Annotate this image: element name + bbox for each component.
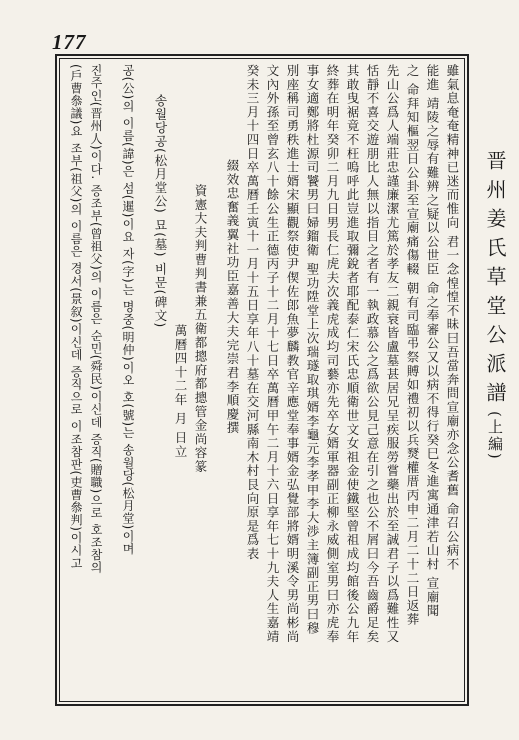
running-title bbox=[475, 150, 515, 461]
text-column: 能進 靖陵之辱有難辨之疑以公世臣 命之奉審公又以病不得行癸巳冬進寓通津若山村 宣廟聞 bbox=[425, 64, 440, 619]
running-title-text: 晋州姜氏草堂公派譜 bbox=[483, 150, 507, 411]
text-column: 先山公爲人端莊忠謹廉潔尤篤於孝友二親衰皆盧墓甚居兄呈疾服勞嘗藥出於至誠君子以爲難性又 bbox=[385, 64, 400, 644]
text-column: 綴效忠奮義翼社功臣嘉善大夫完崇君李順慶撰 bbox=[225, 159, 240, 435]
text-column: 資憲大夫判曹判書兼五衛都摠府都摠管金尚容篆 bbox=[193, 184, 208, 474]
text-column: 송월당공(松月堂公) 묘(墓) 비문(碑文) bbox=[153, 94, 168, 329]
text-column: 恬靜不喜交遊朋比人無以指目之者有一執政慕公之爲欲公見己意在引之也公不屑曰今吾齒爵足矣 bbox=[365, 64, 380, 644]
text-column: (戶曹叅議)요 조부(祖父)의 이름은 경서(景叙)이신데 증직으로 이조참판(吏曹叅判)이시고 bbox=[69, 64, 83, 570]
text-column: 別座稱司勇秩進士婿宋顯觀祭使尹偰佐郎魚夢麟教官辛應堂奉事婿金弘覺部將婿明溪令男尚彬尚 bbox=[285, 64, 300, 644]
text-column: 事女適鄭將杜源司饕男曰婦鎦衛 聖功陞堂上次瑞璲取琪婿李龜元李孝甲李大渉主簿副正男曰穆 bbox=[305, 64, 320, 636]
text-column: 癸未三月十四日卒萬曆壬寅十一月十五日享年八十墓在交河縣南木村艮向原是爲表 bbox=[245, 64, 260, 561]
text-column: 공(公)의 이름(諱)은 섬(暹)이요 자(字)는 명중(明仲)이오 호(號)는 송월당(松月堂)이며 bbox=[121, 64, 135, 556]
running-title-volume: (上編) bbox=[486, 411, 504, 461]
text-column: 진주인(晋州人)이다. 증조부(曾祖父)의 이름은 순민(舜民)이신데 증직(贈職)으로 호조참의 bbox=[89, 64, 103, 574]
document-body bbox=[64, 64, 462, 700]
text-column: 文內外孫至曾玄八十餘公生正德丙子十二月十七日卒萬曆甲午二月十六日享年七十九夫人生嘉靖 bbox=[265, 64, 280, 644]
text-column: 萬曆四十二年 月 日立 bbox=[173, 324, 188, 459]
text-column: 之 命拜知樞翌日公卦至宣廟痛傷輟 朝有司臨弔祭賻如禮初以兵燹權厝丙申二月二十二日返葬 bbox=[405, 64, 420, 627]
text-column: 終葬在明年癸卯二月九日男長仁虎夫次義虎成均司藝亦先卒女婿軍器副正柳永威側室男曰亦虎奉 bbox=[325, 64, 340, 644]
text-column: 雖氣息奄奄精神已迷而惟向 君一念惶惶不昧曰吾當奔問宣廟亦念公耆舊 命召公病不 bbox=[445, 64, 460, 572]
page-number: 177 bbox=[52, 30, 87, 54]
text-column: 其敢曳裾竟不枉嗚呼此豈進取彌銳者耶配泰仁宋氏忠順衛世文女祖金使鐵堅曾祖成均館後公九年 bbox=[345, 64, 360, 644]
